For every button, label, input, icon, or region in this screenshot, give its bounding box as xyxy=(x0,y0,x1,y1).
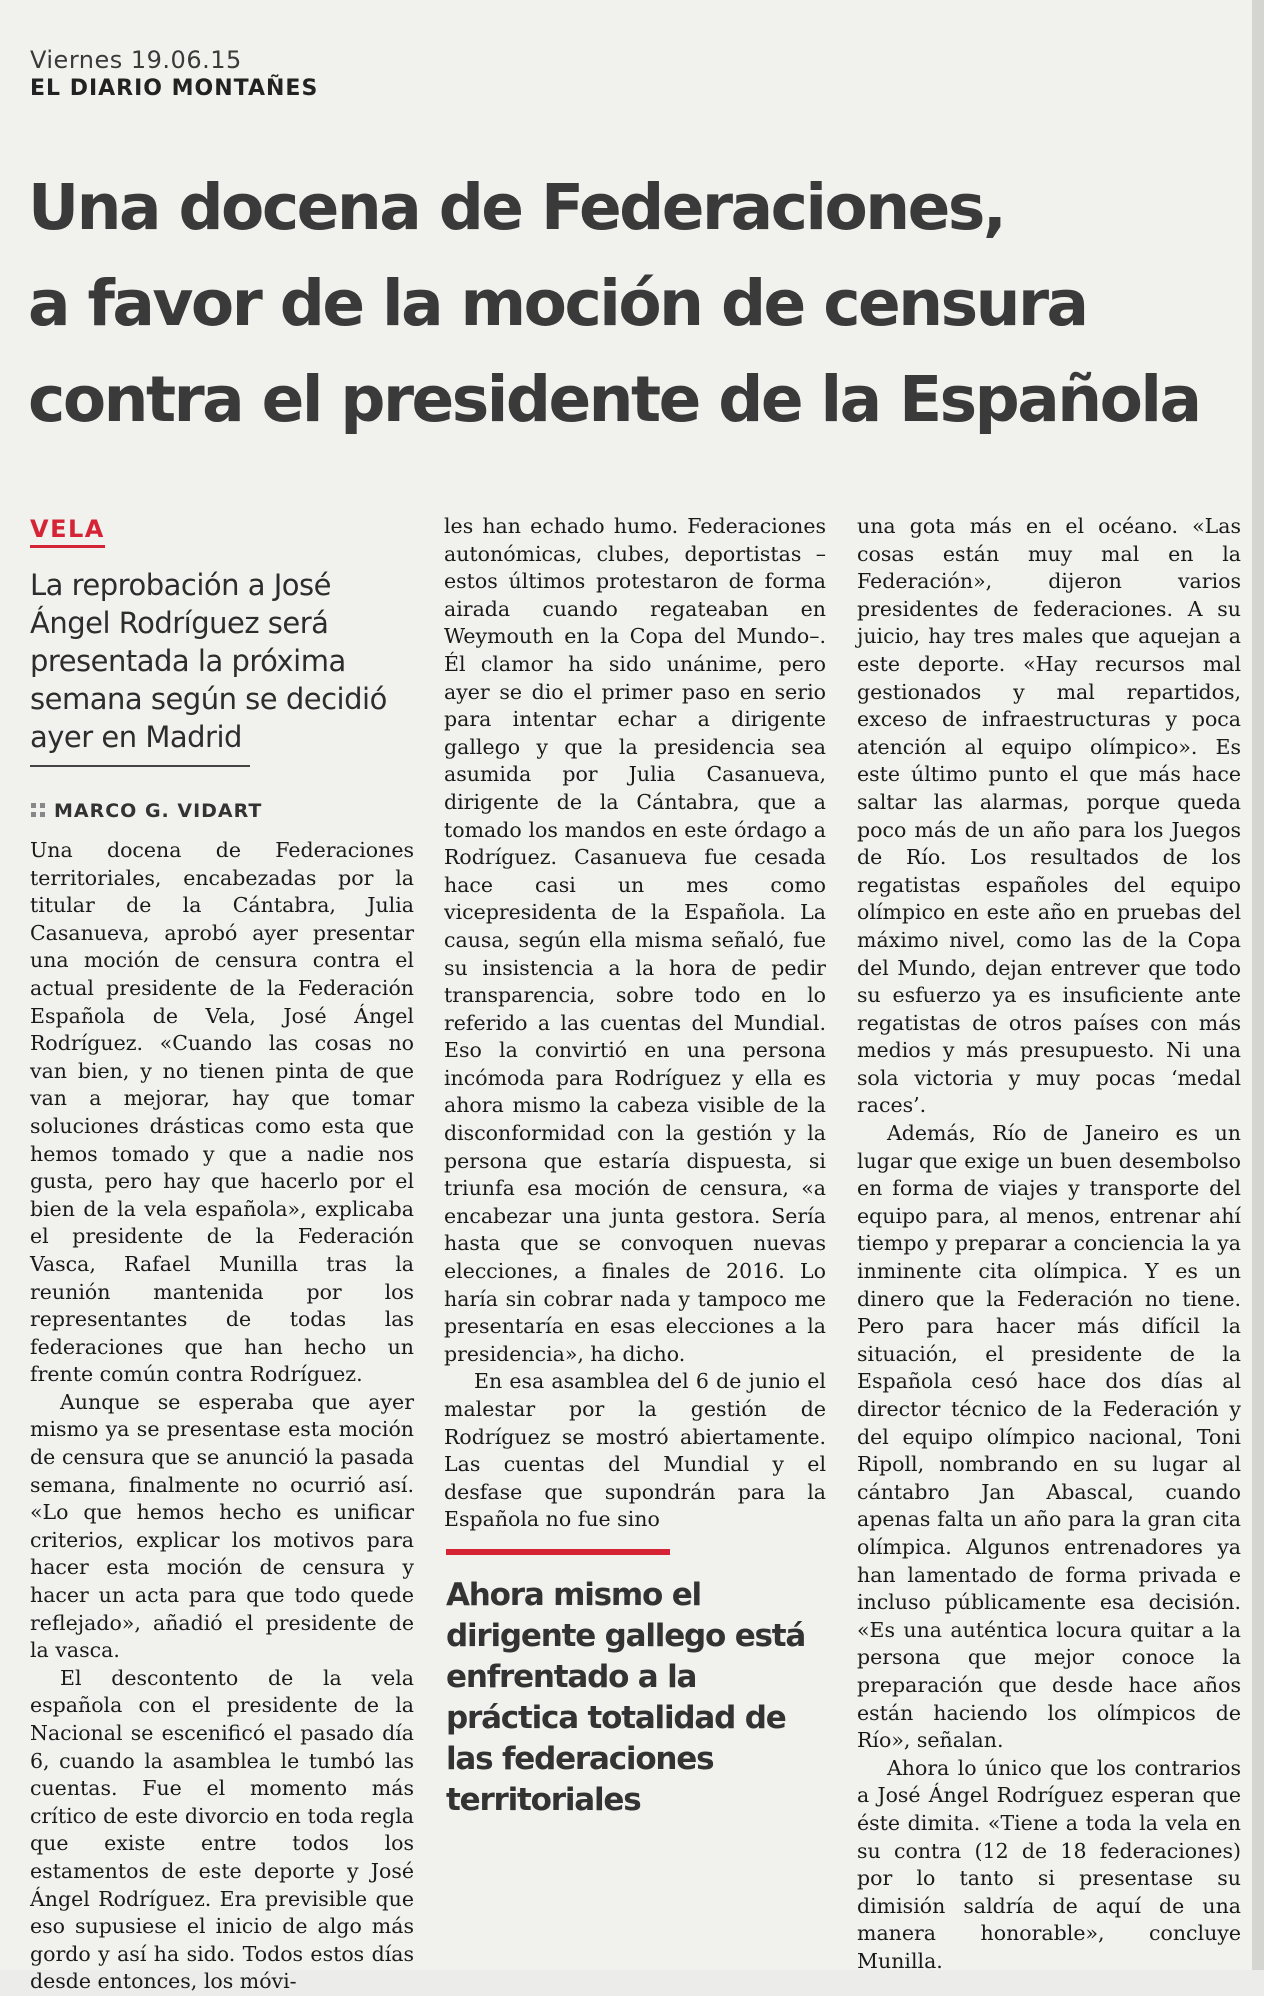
column-1-paragraph: El descontento de la vela española con el presidente de la Nacional se escenificó el pasado día 6, cuando la asamblea le tumbó las cuentas. Fue el momento más crítico de este divorcio en toda regla que existe entre todos los estamentos de este deporte y José Ángel Rodríguez. Era previsible que eso supusiese el inicio de algo más gordo y así ha sido. Todos estos días desde entonces, los móvi- xyxy=(30,1665,414,1994)
column-2-paragraph: les han echado humo. Federaciones autonómicas, clubes, deportistas –estos últimos protestaron de forma airada cuando regateaban en Weymouth en la Copa del Mundo–. Él clamor ha sido unánime, pero ayer se dio el primer paso en serio para intentar echar a dirigente gallego y que la presidencia sea asumida por Julia Casanueva, dirigente de la Cántabra, que a tomado los mandos en este órdago a Rodríguez. Casanueva fue cesada hace casi un mes como vicepresidenta de la Española. La causa, según ella misma señaló, fue su insistencia a la hora de pedir transparencia, sobre todo en lo referido a las cuentas del Mundial. Eso la convirtió en una persona incómoda para Rodríguez y ella es ahora mismo la cabeza visible de la disconformidad con la gestión y la persona que estaría dispuesta, si triunfa esa moción de censura, «a encabezar una junta gestora. Sería hasta que se convoquen nuevas elecciones, a finales de 2016. Lo haría sin cobrar nada y tampoco me presentaría en esas elecciones a la presidencia», ha dicho. xyxy=(444,514,826,1366)
pullquote-rule xyxy=(446,1549,670,1555)
article-column-3 xyxy=(857,513,1241,1975)
article-column-2 xyxy=(444,513,826,1534)
article-column-1 xyxy=(30,837,414,1996)
headline xyxy=(28,160,1238,448)
column-3-paragraph: Además, Río de Janeiro es un lugar que exige un buen desembolso en forma de viajes y transporte del equipo para, al menos, entrenar ahí tiempo y preparar a conciencia la ya inminente cita olímpica. Y es un dinero que la Federación no tiene. Pero para hacer más difícil la situación, el presidente de la Española cesó hace dos días al director técnico de la Federación y del equipo olímpico nacional, Toni Ripoll, nombrando en su lugar al cántabro Jan Abascal, cuando apenas falta un año para la gran cita olímpica. Algunos entrenadores ya han lamentado de forma privada e incluso públicamente esa decisión. «Es una auténtica locura quitar a la persona que mejor conoce la preparación que desde hace años están haciendo los olímpicos de Río», señalan. xyxy=(857,1121,1241,1753)
pullquote: Ahora mismo el dirigente gallego está enfrentado a la práctica totalidad de las federaciones territoriales xyxy=(446,1577,806,1818)
headline-line-1: Una docena de Federaciones, xyxy=(28,171,1005,244)
masthead xyxy=(30,46,318,101)
column-3-paragraph: Ahora lo único que los contrarios a José Ángel Rodríguez esperan que éste dimita. «Tiene a toda la vela en su contra (12 de 18 federaciones) por lo tanto si presentase su dimisión saldría de aquí de una manera honorable», concluye Munilla. xyxy=(857,1755,1241,1973)
column-1-paragraph: Una docena de Federaciones territoriales, encabezadas por la titular de la Cántabra, Julia Casanueva, aprobó ayer presentar una moción de censura contra el actual presidente de la Federación Española de Vela, José Ángel Rodríguez. «Cuando las cosas no van bien, y no tienen pinta de que van a mejorar, hay que tomar soluciones drásticas como esta que hemos tomado y que a nadie nos gusta, pero hay que hacerlo por el bien de la vela española», explicaba el presidente de la Federación Vasca, Rafael Munilla tras la reunión mantenida por los representantes de todas las federaciones que han hecho un frente común contra Rodríguez. xyxy=(30,838,414,1387)
column-3-paragraph: una gota más en el océano. «Las cosas están muy mal en la Federación», dijeron varios presidentes de federaciones. A su juicio, hay tres males que aquejan a este deporte. «Hay recursos mal gestionados y mal repartidos, exceso de infraestructuras y poca atención al equipo olímpico». Es este último punto el que más hace saltar las alarmas, porque queda poco más de un año para los Juegos de Río. Los resultados de los regatistas españoles del equipo olímpico en este año en pruebas del máximo nivel, como las de la Copa del Mundo, dejan entrever que todo su esfuerzo ya es insuficiente ante regatistas de otros países con más medios y más presupuesto. Ni una sola victoria y muy pocas ‘medal races’. xyxy=(857,514,1241,1118)
subheadline: La reprobación a José Ángel Rodríguez será presentada la próxima semana según se decidió ayer en Madrid xyxy=(30,568,387,754)
headline-line-3: contra el presidente de la Española xyxy=(28,363,1200,436)
byline-author: MARCO G. VIDART xyxy=(54,800,263,822)
page-edge xyxy=(1252,0,1264,1970)
byline xyxy=(30,800,262,822)
subheadline-rule xyxy=(30,765,250,767)
publication-date: Viernes 19.06.15 xyxy=(30,46,242,74)
section-label: VELA xyxy=(30,515,105,548)
byline-dots-icon xyxy=(30,802,46,818)
headline-line-2: a favor de la moción de censura xyxy=(28,267,1087,340)
column-2-paragraph: En esa asamblea del 6 de junio el malestar por la gestión de Rodríguez se mostró abiertamente. Las cuentas del Mundial y el desfase que supondrán para la Española no fue sino xyxy=(444,1369,826,1532)
column-1-paragraph: Aunque se esperaba que ayer mismo ya se presentase esta moción de censura que se anunció la pasada semana, finalmente no ocurrió así. «Lo que hemos hecho es unificar criterios, explicar los motivos para hacer esta moción de censura y hacer un acta para que todo quede reflejado», añadió el presidente de la vasca. xyxy=(30,1389,414,1663)
newspaper-name: EL DIARIO MONTAÑES xyxy=(30,76,319,101)
